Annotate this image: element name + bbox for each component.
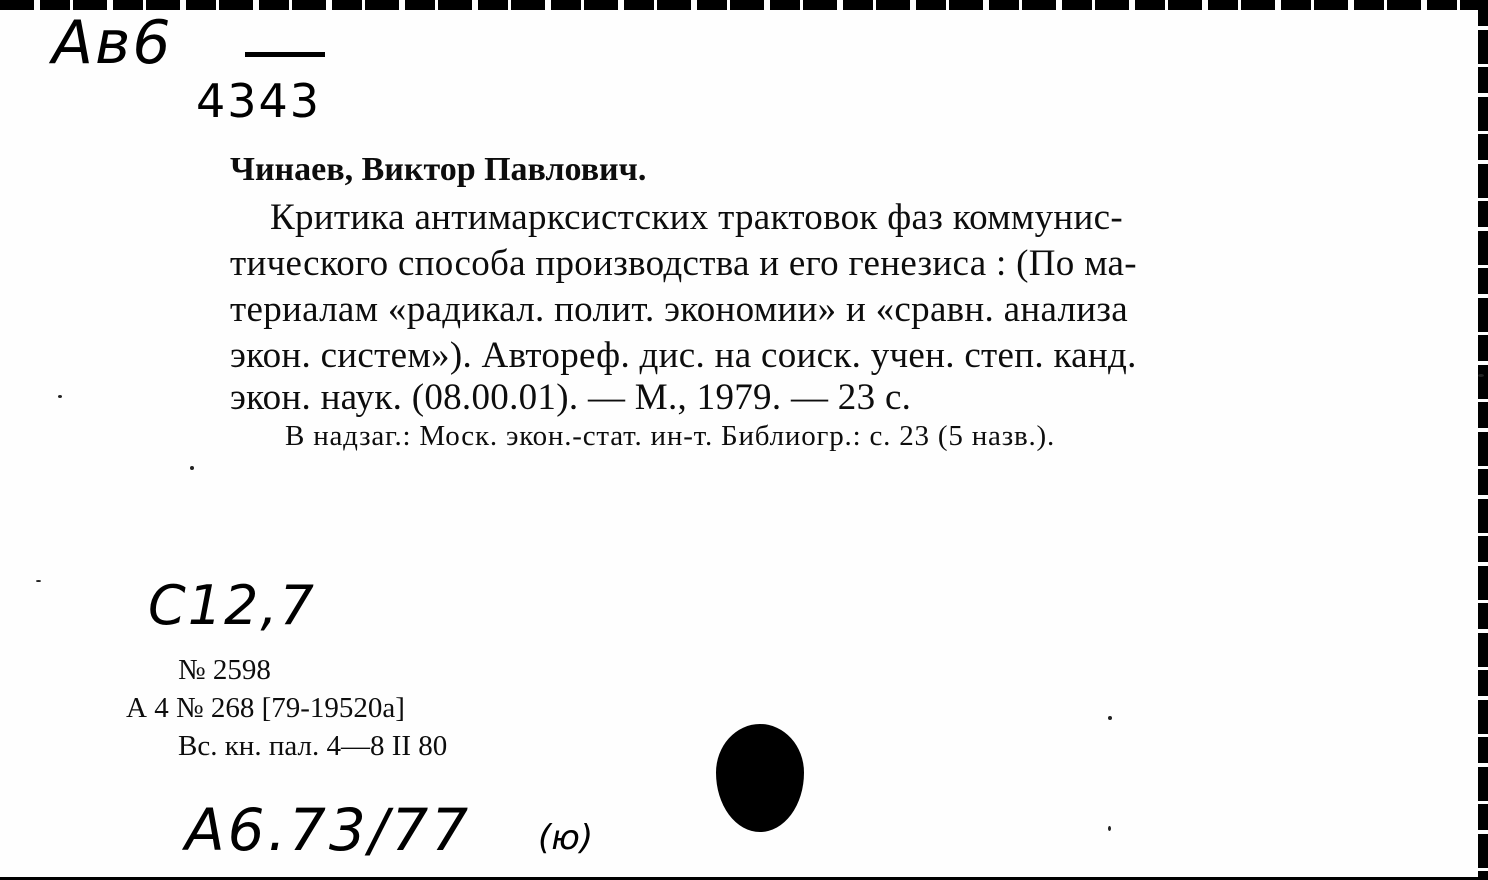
noise-speck (1108, 826, 1111, 831)
handwritten-classification: С12,7 (148, 574, 316, 637)
noise-speck (36, 580, 41, 582)
noise-speck (1478, 374, 1484, 377)
punch-hole (716, 724, 804, 832)
handwritten-shelfmark: Ав6 (52, 8, 173, 78)
print-imprint: Вс. кн. пал. 4—8 II 80 (178, 730, 448, 762)
title-line: экон. наук. (08.00.01). — М., 1979. — 23 с. (230, 377, 912, 418)
noise-speck (1108, 716, 1112, 720)
registration-number: № 2598 (178, 654, 271, 686)
title-line: териалам «радикал. полит. экономии» и «сравн. анализа (230, 289, 1129, 330)
shelfmark-overline (245, 52, 325, 57)
noise-speck (58, 395, 62, 398)
title-line: Критика антимарксистских трактовок фаз коммунис- (270, 197, 1123, 238)
handwritten-shelfmark-number: 4343 (196, 74, 322, 128)
title-line: экон. систем»). Автореф. дис. на соиск. учен. степ. канд. (230, 335, 1137, 376)
card-top-edge (0, 0, 1488, 10)
handwritten-shelfmark-bottom: А6.73/77 (185, 796, 472, 864)
author-heading: Чинаев, Виктор Павлович. (230, 151, 647, 188)
noise-speck (190, 466, 194, 470)
title-line: тического способа производства и его генезиса : (По ма- (230, 243, 1137, 284)
accession-number: А 4 № 268 [79-19520а] (126, 692, 405, 724)
handwritten-shelfmark-suffix: (ю) (538, 818, 594, 858)
bibliographic-note: В надзаг.: Моск. экон.-стат. ин-т. Библиогр.: с. 23 (5 назв.). (285, 420, 1056, 452)
card-right-edge (1478, 0, 1488, 880)
